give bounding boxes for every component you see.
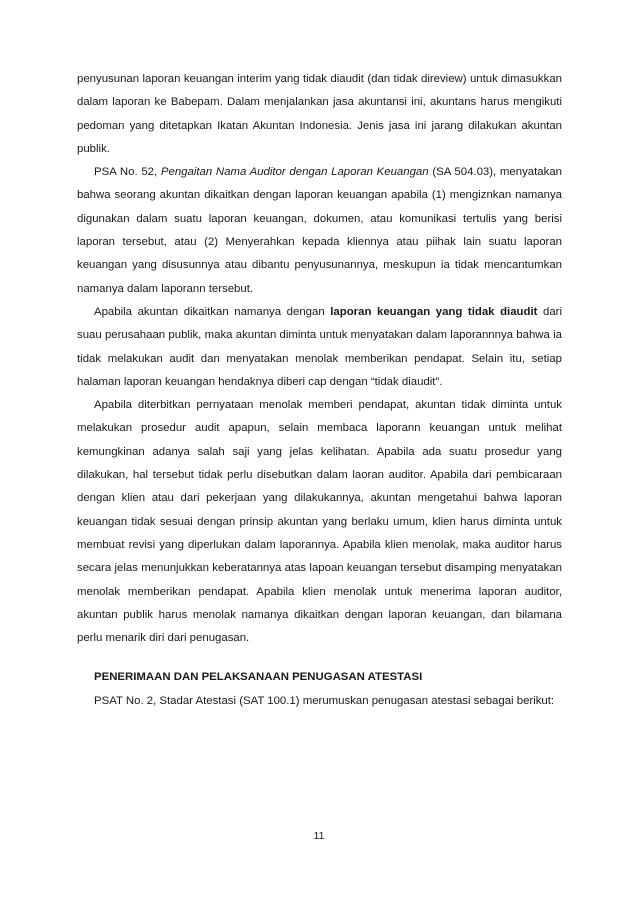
paragraph-2-italic-title: Pengaitan Nama Auditor dengan Laporan Keuangan: [160, 166, 429, 179]
page-number: 11: [313, 830, 325, 842]
paragraph-4: Apabila diterbitkan pernyataan menolak memberi pendapat, akuntan tidak diminta untuk melakukan prosedur audit apapun, selain membaca laporann keuangan untuk melihat kemungkinan adanya salah saji yang jelas kelihatan. Apabila ada suatu prosedur yang dilakukan, hal tersebut tidak perlu disebutkan dalam laoran auditor. Apabila dari pembicaraan dengan klien atau dari pekerjaan yang dilakukannya, akuntan mengetahui bahwa laporan keuangan tidak sesuai dengan prinsip akuntan yang berlaku umum, klien harus diminta untuk membuat revisi yang diperlukan dalam laporannya. Apabila klien menolak, maka auditor harus secara jelas menunjukkan keberatannya atas lapoan keuangan tersebut disamping menyatakan menolak memberikan pendapat. Apabila klien menolak untuk menerima laporan auditor, akuntan publik harus menolak namanya dikaitkan dengan laporan keuangan, dan bilamana perlu menarik diri dari penugasan.: [77, 399, 562, 645]
section-spacer: [77, 650, 562, 666]
paragraph-2-lead: PSA No. 52,: [94, 166, 161, 179]
paragraph-2: [77, 161, 562, 301]
paragraph-3-rest: dari suau perusahaan publik, maka akuntan diminta untuk menyatakan dalam laporannnya bahwa ia tidak melakukan audit dan menyatakan menolak memberikan pendapat. Selain itu, setiap halaman laporan keuangan hendaknya diberi cap dengan “tidak diaudit”.: [77, 305, 562, 388]
paragraph-1: penyusunan laporan keuangan interim yang tidak diaudit (dan tidak direview) untuk dimasukkan dalam laporan ke Babepam. Dalam menjalankan jasa akuntansi ini, akuntans harus mengikuti pedoman yang ditetapkan Ikatan Akuntan Indonesia. Jenis jasa ini jarang dilakukan akuntan publik.: [77, 73, 562, 155]
paragraph-3: [77, 301, 562, 394]
section-heading: PENERIMAAN DAN PELAKSANAAN PENUGASAN ATESTASI: [94, 671, 423, 684]
paragraph-3-lead: Apabila akuntan dikaitkan namanya dengan: [94, 305, 331, 318]
body-text: [77, 68, 562, 713]
paragraph-5: PSAT No. 2, Stadar Atestasi (SAT 100.1) merumuskan penugasan atestasi sebagai berikut:: [94, 694, 555, 707]
paragraph-3-bold-term: laporan keuangan yang tidak diaudit: [330, 305, 538, 318]
paragraph-2-rest: (SA 504.03), menyatakan bahwa seorang akuntan dikaitkan dengan laporan keuangan apabila (1) mengiznkan namanya digunakan dalam suatu laporan keuangan, dokumen, atau komunikasi tertulis yang berisi laporan tersebut, atau (2) Menyerahkan kepada kliennya atau piihak lain suatu laporan keuangan yang disusunnya atau dibantu penyusunannya, meskupun ia tidak mencantumkan namanya dalam laporann tersebut.: [77, 166, 562, 295]
